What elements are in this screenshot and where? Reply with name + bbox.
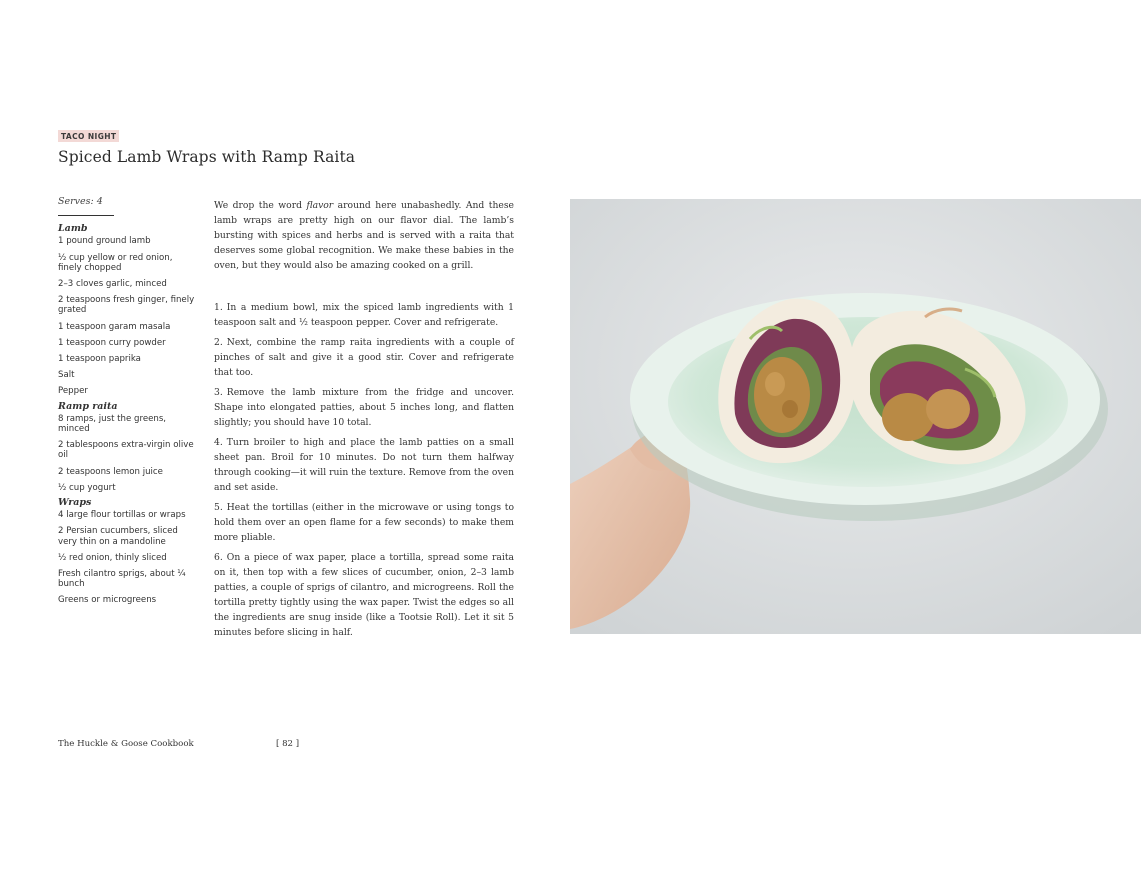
step-text: Next, combine the ramp raita ingredients with a couple of pinches of salt and give it a good stir. Cover and refrigerate that too. — [214, 337, 514, 378]
ingredient-item: 8 ramps, just the greens, minced — [58, 413, 167, 435]
ingredient-item: ½ red onion, thinly sliced — [58, 552, 167, 563]
ingredient-item: ½ cup yogurt — [58, 482, 116, 493]
ingredient-item: 2–3 cloves garlic, minced — [58, 279, 167, 290]
recipe-step — [214, 300, 514, 330]
step-number: 3. — [214, 387, 223, 398]
intro-emphasis: flavor — [306, 200, 334, 211]
footer-book-title: The Huckle & Goose Cookbook — [58, 739, 194, 749]
ingredient-heading-ramp-raita: Ramp raita — [58, 400, 118, 412]
step-number: 1. — [214, 302, 223, 313]
step-number: 5. — [214, 502, 223, 513]
ingredient-item: 2 teaspoons lemon juice — [58, 466, 163, 477]
ingredient-item: 4 large flour tortillas or wraps — [58, 510, 186, 521]
step-text: Remove the lamb mixture from the fridge and uncover. Shape into elongated patties, about 5 inches long, and flatten slightly; you should have 10 total. — [214, 387, 514, 428]
ingredient-item: Fresh cilantro sprigs, about ¼ bunch — [58, 569, 186, 590]
step-number: 4. — [214, 437, 223, 448]
ingredient-item: Greens or microgreens — [58, 595, 157, 606]
recipe-step — [214, 385, 514, 430]
ingredient-item: 1 teaspoon paprika — [58, 354, 141, 365]
step-number: 6. — [214, 552, 223, 563]
ingredient-item: ½ cup yellow or red onion, finely chopped — [58, 252, 173, 273]
ingredient-list-wraps — [58, 510, 198, 605]
recipe-title: Spiced Lamb Wraps with Ramp Raita — [58, 148, 356, 166]
recipe-steps — [214, 300, 514, 645]
ingredient-item: 1 pound ground lamb — [58, 236, 151, 247]
recipe-intro — [214, 198, 514, 273]
ingredient-list-lamb — [58, 236, 198, 396]
serves-label: Serves: 4 — [58, 196, 103, 207]
step-text: Turn broiler to high and place the lamb patties on a small sheet pan. Broil for 10 minutes. Do not turn them halfway through cooking—it will ruin the texture. Remove from the oven and set aside. — [214, 437, 514, 493]
recipe-step — [214, 500, 514, 545]
ingredient-list-ramp-raita — [58, 414, 198, 493]
ingredient-item: Salt — [58, 370, 75, 381]
category-tag: TACO NIGHT — [58, 130, 119, 142]
footer-page-number: [ 82 ] — [276, 739, 300, 749]
step-text: Heat the tortillas (either in the microwave or using tongs to hold them over an open flame for a few seconds) to make them more pliable. — [214, 502, 514, 543]
step-number: 2. — [214, 337, 223, 348]
recipe-photo — [570, 199, 1141, 634]
ingredient-item: 1 teaspoon curry powder — [58, 337, 166, 348]
ingredient-item: 2 Persian cucumbers, sliced very thin on a mandoline — [58, 526, 178, 547]
serves-divider — [58, 215, 114, 216]
intro-text-before: We drop the word — [214, 200, 307, 211]
recipe-step — [214, 435, 514, 495]
ingredient-item: 2 teaspoons fresh ginger, finely grated — [58, 295, 195, 316]
lamb-wraps-photo-illustration — [570, 199, 1141, 634]
step-text: In a medium bowl, mix the spiced lamb ingredients with 1 teaspoon salt and ½ teaspoon pepper. Cover and refrigerate. — [214, 302, 514, 328]
ingredient-heading-wraps: Wraps — [58, 497, 92, 509]
recipe-step — [214, 335, 514, 380]
ingredient-item: 2 tablespoons extra-virgin olive oil — [58, 440, 194, 461]
ingredients-column — [58, 197, 198, 611]
step-text: On a piece of wax paper, place a tortilla, spread some raita on it, then top with a few slices of cucumber, onion, 2–3 lamb patties, a couple of sprigs of cilantro, and microgreens. Roll the tortilla pretty tightly using the wax paper. Twist the edges so all the ingredients are snug inside (like a Tootsie Roll). Let it sit 5 minutes before slicing in half. — [214, 552, 514, 638]
recipe-step — [214, 550, 514, 640]
ingredient-heading-lamb: Lamb — [58, 223, 88, 235]
intro-text-after: around here unabashedly. And these lamb wraps are pretty high on our flavor dial. The lamb’s bursting with spices and herbs and is served with a raita that deserves some global recognition. We make these babies in the oven, but they would also be amazing cooked on a grill. — [214, 200, 514, 271]
ingredient-item: 1 teaspoon garam masala — [58, 321, 171, 332]
ingredient-item: Pepper — [58, 386, 88, 397]
